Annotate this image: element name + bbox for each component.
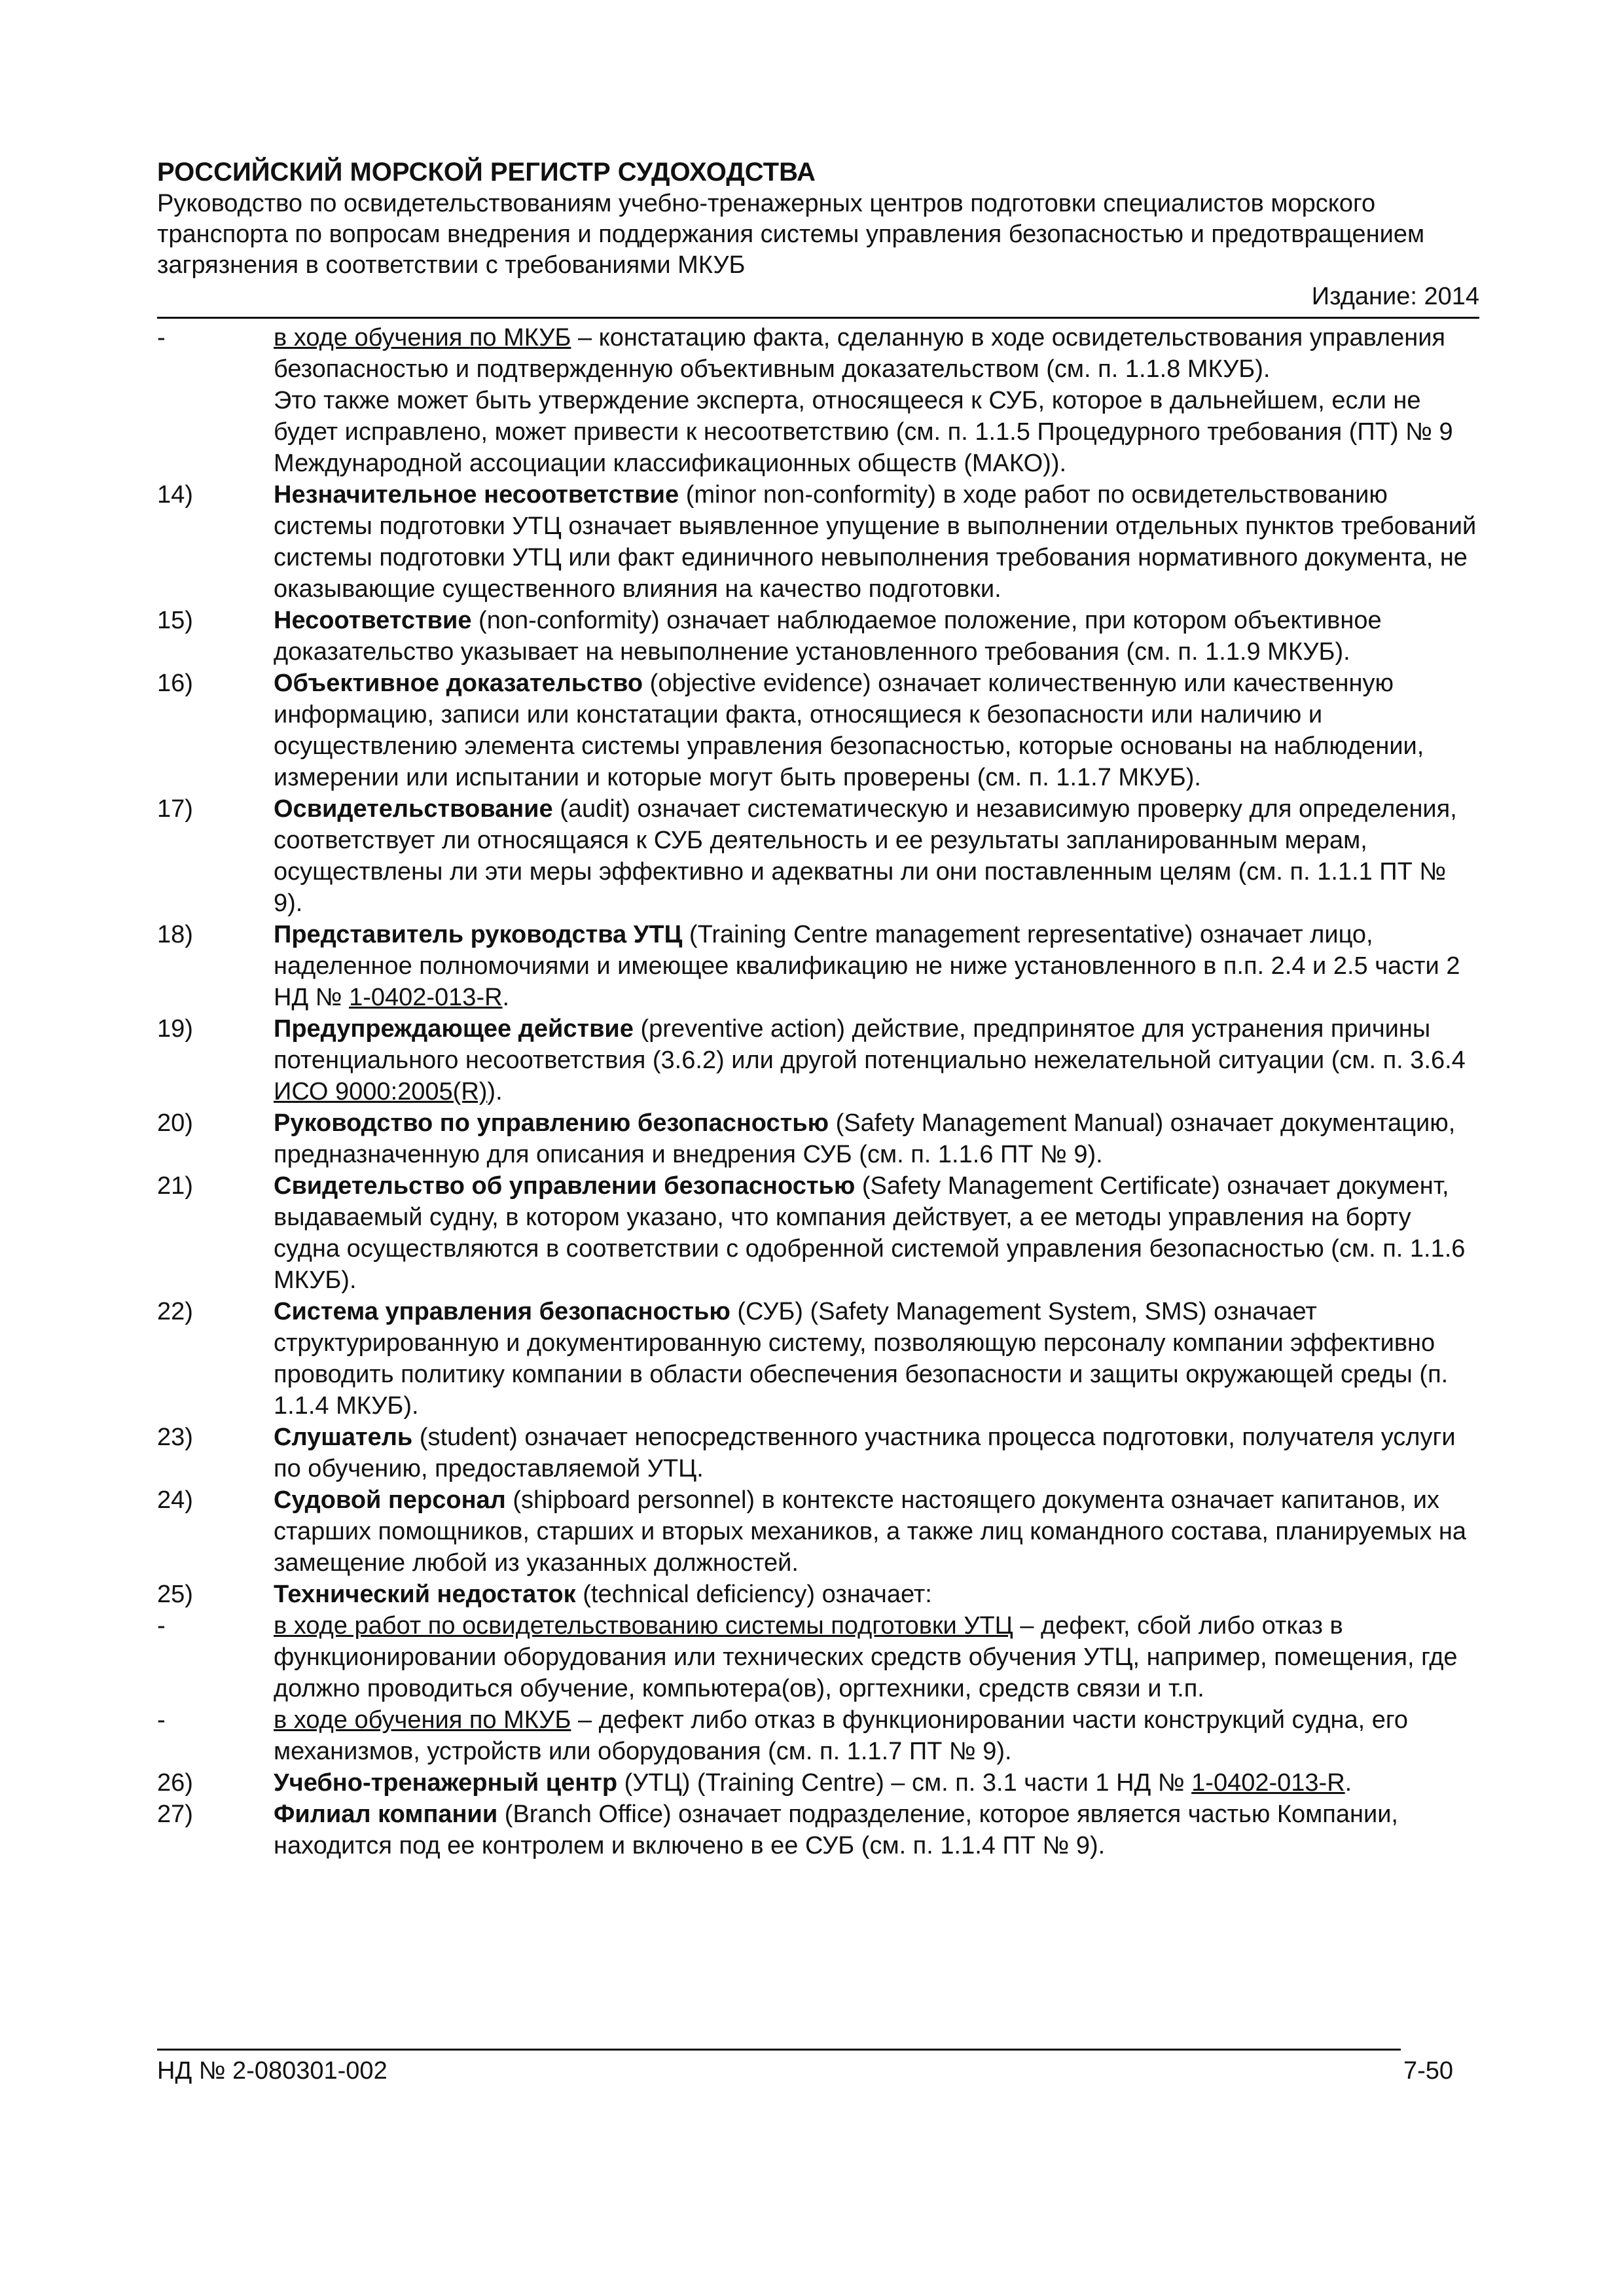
definition-entry [157, 1296, 1479, 1422]
term: Технический недостаток [274, 1581, 576, 1608]
entry-marker: 18) [157, 921, 193, 948]
term: Руководство по управлению безопасностью [274, 1109, 829, 1137]
document-number: НД № 2-080301-002 [157, 2057, 388, 2085]
definition-text: – констатацию факта, сделанную в ходе освидетельствования управления безопасностью и подтвержденную объективным доказательством (см. п. 1.1.8 МКУБ). [274, 324, 1445, 383]
entry-text [274, 1170, 1479, 1296]
context-label: в ходе обучения по МКУБ [274, 324, 571, 351]
definition-text: (student) означает непосредственного участника процесса подготовки, получателя услуги по обучению, предоставляемой УТЦ. [274, 1424, 1456, 1482]
context-label: в ходе работ по освидетельствованию системы подготовки УТЦ [274, 1612, 1013, 1640]
entry-marker: 17) [157, 795, 193, 823]
definition-text: (Training Centre management representative) означает лицо, наделенное полномочиями и имеющее квалификацию не ниже установленного в п.п. 2.4 и 2.5 части 2 НД № [274, 921, 1460, 1011]
entry-text [274, 793, 1479, 919]
definition-text: – дефект, сбой либо отказ в функционировании оборудования или технических средств обучения УТЦ, например, помещения, где должно проводиться обучение, компьютера(ов), оргтехники, средств связи и т.п. [274, 1612, 1458, 1702]
term: Филиал компании [274, 1801, 498, 1828]
definition-entry [157, 1579, 1479, 1610]
definition-entry [157, 1484, 1479, 1579]
term: Учебно-тренажерный центр [274, 1769, 618, 1797]
entry-text [274, 1107, 1479, 1170]
entry-text [274, 1704, 1479, 1767]
definition-text: (audit) означает систематическую и независимую проверку для определения, соответствует ли относящаяся к СУБ деятельность и ее результаты запланированным мерам, осуществлены ли эти меры эффективно и адекватны ли они поставленным целям (см. п. 1.1.1 ПТ № 9). [274, 795, 1457, 917]
definition-text: (minor non-conformity) в ходе работ по освидетельствованию системы подготовки УТЦ означает выявленное упущение в выполнении отдельных пунктов требований системы подготовки УТЦ или факт единичного невыполнения требования нормативного документа, не оказывающие существенного влияния на качество подготовки. [274, 481, 1477, 603]
entry-text [274, 385, 1479, 479]
definition-text: (Safety Management Certificate) означает документ, выдаваемый судну, в котором указано, что компания действует, а ее методы управления на борту судна осуществляются в соответствии с одобренной системой управления безопасностью (см. п. 1.1.6 МКУБ). [274, 1172, 1466, 1294]
entry-text [274, 1767, 1479, 1799]
entry-text [274, 668, 1479, 793]
entry-text [274, 919, 1479, 1013]
entry-text [274, 1422, 1479, 1484]
entry-text [274, 1484, 1479, 1579]
definitions-list [157, 322, 1479, 1861]
definition-text: (shipboard personnel) в контексте настоящего документа означает капитанов, их старших помощников, старших и вторых механиков, а также лиц командного состава, планируемых на замещение любой из указанных должностей. [274, 1486, 1467, 1577]
entry-marker: 19) [157, 1015, 193, 1043]
document-reference-link[interactable]: ИСО 9000:2005(R) [274, 1078, 488, 1105]
entry-marker: 16) [157, 670, 193, 697]
entry-marker: 25) [157, 1581, 193, 1608]
definition-tail: . [1344, 1769, 1352, 1797]
term: Представитель руководства УТЦ [274, 921, 683, 948]
term: Свидетельство об управлении безопасностью [274, 1172, 856, 1200]
entry-marker: - [157, 324, 166, 351]
entry-marker: 22) [157, 1298, 193, 1325]
definition-entry [157, 605, 1479, 668]
term: Слушатель [274, 1424, 413, 1451]
entry-text [274, 1579, 1479, 1610]
definition-entry [157, 1799, 1479, 1861]
entry-text [274, 1799, 1479, 1861]
definition-entry [157, 1013, 1479, 1107]
entry-marker: 23) [157, 1424, 193, 1451]
header-divider [157, 317, 1479, 319]
definition-text: Это также может быть утверждение эксперта, относящееся к СУБ, которое в дальнейшем, если не будет исправлено, может привести к несоответствию (см. п. 1.1.5 Процедурного требования (ПТ) № 9 Международной ассоциации классификационных обществ (МАКО)). [274, 387, 1453, 477]
term: Освидетельствование [274, 795, 553, 823]
document-subtitle: Руководство по освидетельствованиям учебно-тренажерных центров подготовки специалистов морского транспорта по вопросам внедрения и поддержания системы управления безопасностью и предотвращением загрязнения в соответствии с требованиями МКУБ [157, 190, 1425, 279]
entry-text [274, 605, 1479, 668]
definition-entry [157, 385, 1479, 479]
document-reference-link[interactable]: 1-0402-013-R [349, 984, 503, 1011]
entry-marker: 14) [157, 481, 193, 509]
definition-text: (technical deficiency) означает: [575, 1581, 932, 1608]
footer-divider [157, 2049, 1401, 2051]
definition-text: (УТЦ) (Training Centre) – см. п. 3.1 части 1 НД № [617, 1769, 1192, 1797]
definition-entry [157, 1704, 1479, 1767]
definition-tail: ). [487, 1078, 503, 1105]
term: Незначительное несоответствие [274, 481, 679, 509]
term: Судовой персонал [274, 1486, 506, 1514]
organization-title: РОССИЙСКИЙ МОРСКОЙ РЕГИСТР СУДОХОДСТВА [157, 158, 816, 187]
term: Объективное доказательство [274, 670, 643, 697]
definition-text: (objective evidence) означает количественную или качественную информацию, записи или констатации факта, относящиеся к безопасности или наличию и осуществлению элемента системы управления безопасностью, которые основаны на наблюдении, измерении или испытании и которые могут быть проверены (см. п. 1.1.7 МКУБ). [274, 670, 1424, 791]
definition-text: (Branch Office) означает подразделение, которое является частью Компании, находится под ее контролем и включено в ее СУБ (см. п. 1.1.4 ПТ № 9). [274, 1801, 1398, 1859]
term: Система управления безопасностью [274, 1298, 731, 1325]
definition-entry [157, 1610, 1479, 1704]
entry-marker: 27) [157, 1801, 193, 1828]
entry-marker: 26) [157, 1769, 193, 1797]
entry-marker [157, 385, 274, 479]
definition-entry [157, 1170, 1479, 1296]
definition-entry [157, 793, 1479, 919]
entry-marker: - [157, 1706, 166, 1734]
entry-text [274, 1296, 1479, 1422]
definition-entry [157, 1107, 1479, 1170]
definition-entry [157, 1767, 1479, 1799]
entry-marker: 21) [157, 1172, 193, 1200]
definition-text: (non-conformity) означает наблюдаемое положение, при котором объективное доказательство указывает на невыполнение установленного требования (см. п. 1.1.9 МКУБ). [274, 607, 1382, 666]
edition-label: Издание: 2014 [1311, 283, 1479, 310]
entry-marker: 24) [157, 1486, 193, 1514]
entry-text [274, 322, 1479, 385]
definition-entry [157, 1422, 1479, 1484]
page-header [157, 156, 1479, 312]
page-number: 7-50 [1403, 2057, 1453, 2085]
term: Несоответствие [274, 607, 472, 634]
definition-text: (preventive action) действие, предпринятое для устранения причины потенциального несоответствия (3.6.2) или другой потенциально нежелательной ситуации (см. п. 3.6.4 [274, 1015, 1466, 1074]
context-label: в ходе обучения по МКУБ [274, 1706, 571, 1734]
entry-marker: - [157, 1612, 166, 1640]
entry-marker: 20) [157, 1109, 193, 1137]
entry-text [274, 1610, 1479, 1704]
definition-text: (СУБ) (Safety Management System, SMS) означает структурированную и документированную систему, позволяющую персоналу компании эффективно проводить политику компании в области обеспечения безопасности и защиты окружающей среды (п. 1.1.4 МКУБ). [274, 1298, 1449, 1420]
definition-entry [157, 322, 1479, 385]
definition-entry [157, 668, 1479, 793]
entry-marker: 15) [157, 607, 193, 634]
definition-entry [157, 479, 1479, 605]
entry-text [274, 1013, 1479, 1107]
definition-entry [157, 919, 1479, 1013]
entry-text [274, 479, 1479, 605]
definition-text: – дефект либо отказ в функционировании части конструкций судна, его механизмов, устройств или оборудования (см. п. 1.1.7 ПТ № 9). [274, 1706, 1408, 1765]
definition-tail: . [502, 984, 510, 1011]
definition-text: (Safety Management Manual) означает документацию, предназначенную для описания и внедрения СУБ (см. п. 1.1.6 ПТ № 9). [274, 1109, 1456, 1168]
term: Предупреждающее действие [274, 1015, 634, 1043]
document-reference-link[interactable]: 1-0402-013-R [1191, 1769, 1345, 1797]
